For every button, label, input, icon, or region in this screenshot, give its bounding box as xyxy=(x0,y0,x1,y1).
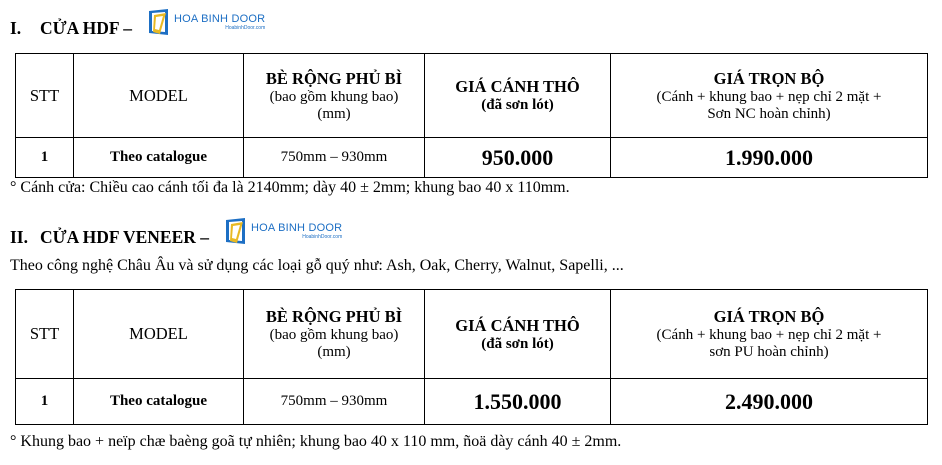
header-raw-price-sub: (đã sơn lót) xyxy=(481,335,554,352)
cell-model: Theo catalogue xyxy=(74,379,244,425)
header-width-title: BÈ RỘNG PHỦ BÌ xyxy=(265,307,403,326)
section-1-number: I. xyxy=(10,17,22,38)
header-raw-price-title: GIÁ CÁNH THÔ xyxy=(455,77,580,96)
section-2-description: Theo công nghệ Châu Âu và sử dụng các loại gỗ quý như: Ash, Oak, Cherry, Walnut, Sapelli, ... xyxy=(10,257,624,274)
section-1-title: CỬA HDF – xyxy=(40,17,133,38)
brand-url: HoabinhDoor.com xyxy=(225,24,266,31)
header-raw-price xyxy=(425,54,611,138)
header-full-price-sub1: (Cánh + khung bao + nẹp chỉ 2 mặt + xyxy=(656,327,882,343)
table-row xyxy=(16,138,928,178)
table-header-row xyxy=(16,54,928,138)
header-model: MODEL xyxy=(74,290,244,379)
header-full-price xyxy=(611,290,928,379)
header-full-price-sub1: (Cánh + khung bao + nẹp chỉ 2 mặt + xyxy=(656,88,882,105)
brand-url: HoabinhDoor.com xyxy=(302,233,343,240)
header-width-unit: (mm) xyxy=(317,344,351,360)
table-row xyxy=(16,379,928,425)
header-stt: STT xyxy=(16,290,74,379)
header-raw-price-title: GIÁ CÁNH THÔ xyxy=(455,315,580,335)
brand-name: HOA BINH DOOR xyxy=(174,12,266,25)
cell-stt: 1 xyxy=(16,379,74,425)
header-stt: STT xyxy=(16,54,74,138)
section-1-note: ° Cánh cửa: Chiều cao cánh tối đa là 2140mm; dày 40 ± 2mm; khung bao 40 x 110mm. xyxy=(10,179,570,196)
header-width-title: BÈ RỘNG PHỦ BÌ xyxy=(265,68,403,88)
section-1-heading xyxy=(10,13,265,43)
header-raw-price xyxy=(425,290,611,379)
header-full-price-sub2: sơn PU hoàn chỉnh) xyxy=(709,344,829,360)
door-logo-icon xyxy=(223,216,249,246)
brand-name: HOA BINH DOOR xyxy=(251,221,343,234)
header-width-unit: (mm) xyxy=(317,105,351,122)
table-header-row xyxy=(16,290,928,379)
brand-logo xyxy=(146,7,265,37)
cell-stt: 1 xyxy=(16,138,74,178)
price-table-hdf xyxy=(15,53,928,178)
door-logo-icon xyxy=(146,7,172,37)
header-width xyxy=(244,290,425,379)
section-2-note: ° Khung bao + neïp chæ baèng goã tự nhiên; khung bao 40 x 110 mm, ñoä dày cánh 40 ± 2mm. xyxy=(10,433,622,450)
section-2-heading xyxy=(10,222,342,252)
cell-raw-price: 950.000 xyxy=(425,138,611,178)
header-model: MODEL xyxy=(74,54,244,138)
cell-width: 750mm – 930mm xyxy=(244,138,425,178)
header-full-price-title: GIÁ TRỌN BỘ xyxy=(713,307,825,326)
cell-model: Theo catalogue xyxy=(74,138,244,178)
price-table-hdf-veneer xyxy=(15,289,928,425)
header-full-price-sub2: Sơn NC hoàn chỉnh) xyxy=(707,105,831,122)
brand-logo xyxy=(223,216,342,246)
header-width-sub: (bao gồm khung bao) xyxy=(269,88,399,105)
header-width xyxy=(244,54,425,138)
cell-full-price: 1.990.000 xyxy=(611,138,928,178)
cell-raw-price: 1.550.000 xyxy=(425,379,611,425)
header-full-price-title: GIÁ TRỌN BỘ xyxy=(713,68,825,88)
section-2-number: II. xyxy=(10,226,28,247)
header-full-price xyxy=(611,54,928,138)
header-width-sub: (bao gồm khung bao) xyxy=(269,327,399,343)
cell-width: 750mm – 930mm xyxy=(244,379,425,425)
header-raw-price-sub: (đã sơn lót) xyxy=(481,97,554,113)
cell-full-price: 2.490.000 xyxy=(611,379,928,425)
section-2-title: CỬA HDF VENEER – xyxy=(40,226,210,247)
